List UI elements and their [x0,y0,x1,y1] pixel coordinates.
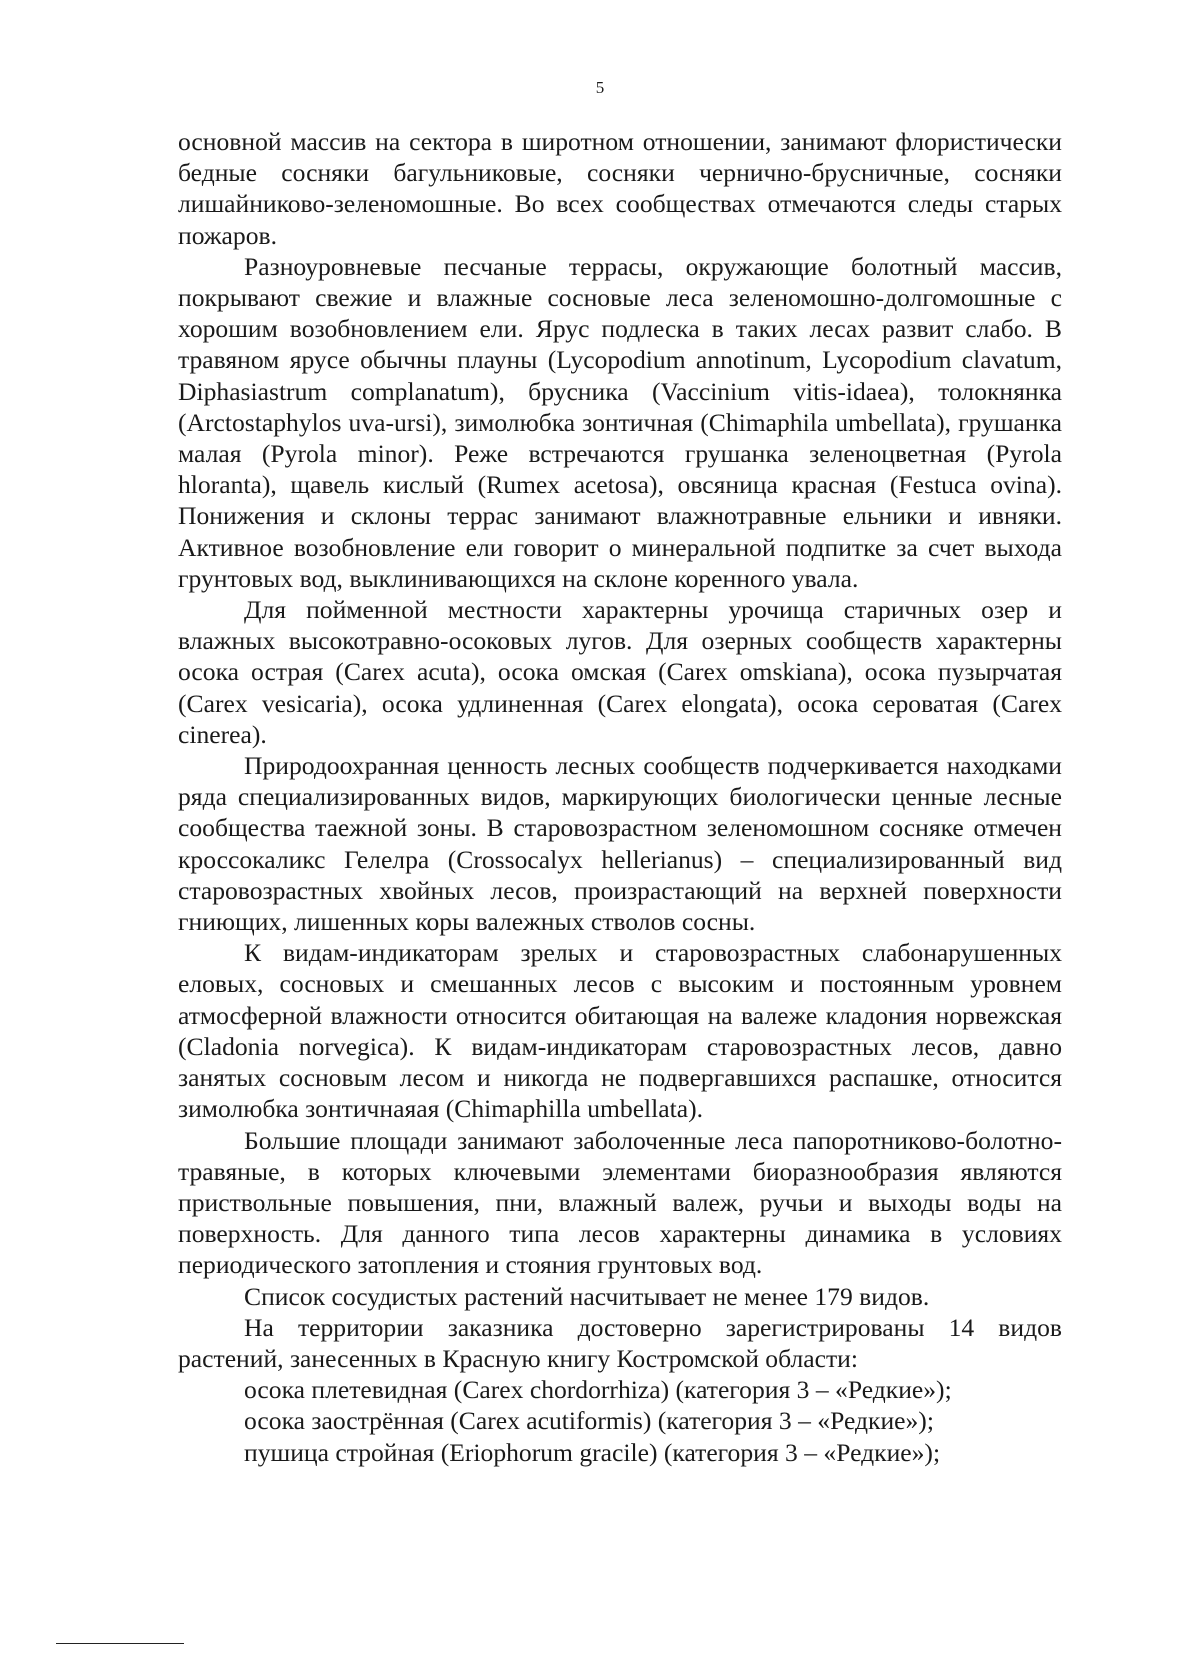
paragraph: основной массив на сектора в широтном отношении, занимают флористически бедные сосняки багульниковые, сосняки чернично-брусничные, сосняки лишайниково-зеленомошные. Во всех сообществах отмечаются следы старых пожаров. [178,127,1062,250]
paragraph: К видам-индикаторам зрелых и старовозрастных слабонарушенных еловых, сосновых и смешанных лесов с высоким и постоянным уровнем атмосферной влажности относится обитающая на валеже кладония норвежская (Cladonia norvegica). К видам-индикаторам старовозрастных лесов, давно занятых сосновым лесом и никогда не подвергавшихся распашке, относится зимолюбка зонтичнаяая (Chimaphilla umbellata). [178,938,1062,1124]
paragraph: Список сосудистых растений насчитывает не менее 179 видов. [244,1281,930,1311]
paragraph: Для пойменной местности характерны урочища старичных озер и влажных высокотравно-осоковых лугов. Для озерных сообществ характерны осока острая (Carex acuta), осока омская (Carex omskiana), осока пузырчатая (Carex vesicaria), осока удлиненная (Carex elongata), осока сероватая (Carex cinerea). [178,595,1062,749]
paragraph: На территории заказника достоверно зарегистрированы 14 видов растений, занесенных в Красную книгу Костромской области: [178,1312,1062,1373]
paragraph: Природоохранная ценность лесных сообществ подчеркивается находками ряда специализированных видов, маркирующих биологически ценные лесные сообщества таежной зоны. В старовозрастном зеленомошном сосняке отмечен кроссокаликс Гелелра (Crossocalyx hellerianus) – специализированный вид старовозрастных хвойных лесов, произрастающий на верхней поверхности гниющих, лишенных коры валежных стволов сосны. [178,751,1062,937]
footnote-separator [56,1643,184,1644]
species-list-item: осока плетевидная (Carex chordorrhiza) (категория 3 – «Редкие»); [244,1375,952,1405]
species-list-item: осока заострённая (Carex acutiformis) (категория 3 – «Редкие»); [244,1406,934,1436]
page-number: 5 [595,78,605,97]
paragraph: Разноуровневые песчаные террасы, окружающие болотный массив, покрывают свежие и влажные сосновые леса зеленомошно-долгомошные с хорошим возобновлением ели. Ярус подлеска в таких лесах развит слабо. В травяном ярусе обычны плауны (Lycopodium annotinum, Lycopodium clavatum, Diphasiastrum complanatum), брусника (Vaccinium vitis-idaea), толокнянка (Arctostaphylos uva-ursi), зимолюбка зонтичная (Chimaphila umbellata), грушанка малая (Pyrola minor). Реже встречаются грушанка зеленоцветная (Pyrola hloranta), щавель кислый (Rumex acetosa), овсяница красная (Festuca ovina). Понижения и склоны террас занимают влажнотравные ельники и ивняки. Активное возобновление ели говорит о минеральной подпитке за счет выхода грунтовых вод, выклинивающихся на склоне коренного увала. [178,251,1062,593]
paragraph: Большие площади занимают заболоченные леса папоротниково-болотно-травяные, в которых ключевыми элементами биоразнообразия являются приствольные повышения, пни, влажный валеж, ручьи и выходы воды на поверхность. Для данного типа лесов характерны динамика в условиях периодического затопления и стояния грунтовых вод. [178,1125,1062,1280]
document-body [178,126,1062,1468]
species-list-item: пушица стройная (Eriophorum gracile) (категория 3 – «Редкие»); [244,1437,941,1467]
